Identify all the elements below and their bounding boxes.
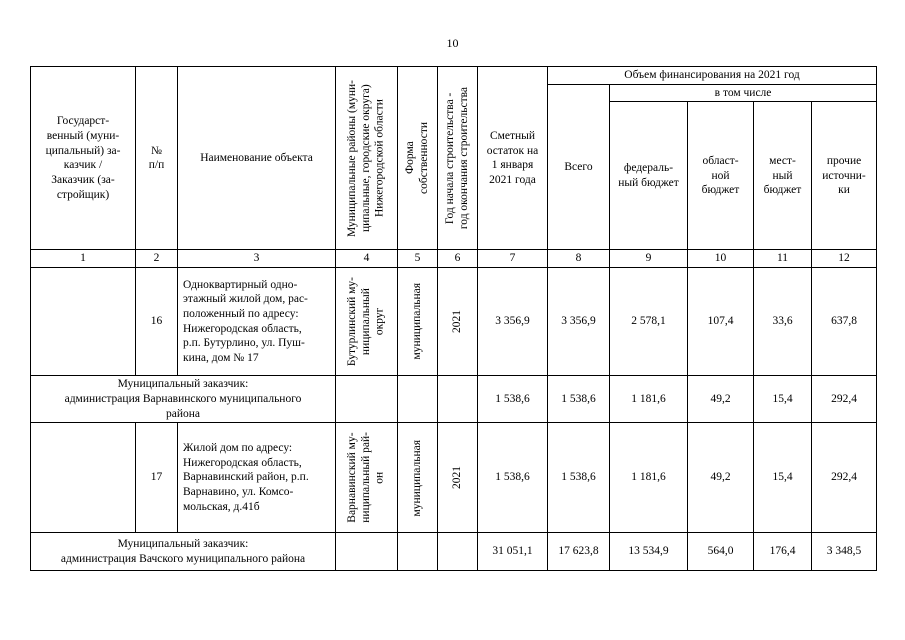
table-row — [31, 376, 877, 423]
customer-cell — [31, 423, 136, 533]
table-row — [31, 423, 877, 533]
column-number: 8 — [548, 250, 610, 268]
column-number: 7 — [478, 250, 548, 268]
regional-value: 107,4 — [688, 268, 754, 376]
regional-value: 49,2 — [688, 376, 754, 423]
header-districts-text: Муниципальные районы (муни- ципальные, городские округа) Нижегородской области — [345, 79, 386, 237]
local-value: 15,4 — [754, 423, 812, 533]
other-value: 3 348,5 — [812, 533, 877, 571]
header-including: в том числе — [610, 84, 877, 102]
header-funding-group: Объем финансирования на 2021 год — [548, 67, 877, 85]
ownership-text: муниципальная — [410, 439, 423, 517]
other-value: 292,4 — [812, 376, 877, 423]
local-value: 176,4 — [754, 533, 812, 571]
regional-value: 564,0 — [688, 533, 754, 571]
header-ownership — [398, 67, 438, 250]
district-text: Бутурлинский му- ниципальный округ — [345, 277, 386, 367]
year-text: 2021 — [450, 310, 463, 334]
column-number: 4 — [336, 250, 398, 268]
table-row — [31, 533, 877, 571]
header-ownership-text: Форма собственности — [403, 122, 430, 195]
federal-value: 1 181,6 — [610, 423, 688, 533]
row-number: 17 — [136, 423, 178, 533]
object-name: Жилой дом по адресу: Нижегородская область, Варнавинский район, р.п. Варнавино, ул. Комсо- мольская, д.41б — [178, 423, 336, 533]
district-cell — [336, 423, 398, 533]
header-districts — [336, 67, 398, 250]
local-value: 15,4 — [754, 376, 812, 423]
column-number: 2 — [136, 250, 178, 268]
customer-cell — [31, 268, 136, 376]
column-number: 6 — [438, 250, 478, 268]
column-number: 5 — [398, 250, 438, 268]
table-row — [31, 268, 877, 376]
empty-cell — [438, 533, 478, 571]
header-regional: област- ной бюджет — [688, 102, 754, 250]
empty-cell — [336, 376, 398, 423]
financing-table — [30, 66, 877, 571]
column-number: 10 — [688, 250, 754, 268]
district-text: Варнавинский му- ниципальный рай- он — [345, 432, 386, 524]
total-value: 1 538,6 — [548, 376, 610, 423]
column-number: 1 — [31, 250, 136, 268]
total-value: 17 623,8 — [548, 533, 610, 571]
balance-value: 31 051,1 — [478, 533, 548, 571]
header-local: мест- ный бюджет — [754, 102, 812, 250]
other-value: 292,4 — [812, 423, 877, 533]
total-value: 3 356,9 — [548, 268, 610, 376]
ownership-cell — [398, 268, 438, 376]
header-total: Всего — [548, 84, 610, 250]
customer-label: Муниципальный заказчик: администрация Вачского муниципального района — [31, 533, 336, 571]
customer-label: Муниципальный заказчик: администрация Варнавинского муниципального района — [31, 376, 336, 423]
column-numbers-row — [31, 250, 877, 268]
column-number: 12 — [812, 250, 877, 268]
balance-value: 1 538,6 — [478, 376, 548, 423]
header-customer: Государст- венный (муни- ципальный) за- казчик / Заказчик (за- стройщик) — [31, 67, 136, 250]
total-value: 1 538,6 — [548, 423, 610, 533]
header-years — [438, 67, 478, 250]
empty-cell — [398, 533, 438, 571]
regional-value: 49,2 — [688, 423, 754, 533]
balance-value: 3 356,9 — [478, 268, 548, 376]
header-number: № п/п — [136, 67, 178, 250]
column-number: 9 — [610, 250, 688, 268]
empty-cell — [438, 376, 478, 423]
federal-value: 2 578,1 — [610, 268, 688, 376]
row-number: 16 — [136, 268, 178, 376]
header-federal: федераль- ный бюджет — [610, 102, 688, 250]
page-number: 10 — [446, 36, 459, 50]
ownership-text: муниципальная — [410, 283, 423, 360]
balance-value: 1 538,6 — [478, 423, 548, 533]
empty-cell — [336, 533, 398, 571]
header-object-name: Наименование объекта — [178, 67, 336, 250]
header-years-text: Год начала строительства - год окончания строительства — [443, 87, 470, 230]
district-cell — [336, 268, 398, 376]
object-name: Одноквартирный одно- этажный жилой дом, рас- положенный по адресу: Нижегородская область, р.п. Бутурлино, ул. Пуш- кина, дом № 17 — [178, 268, 336, 376]
header-other: прочие источни- ки — [812, 102, 877, 250]
other-value: 637,8 — [812, 268, 877, 376]
ownership-cell — [398, 423, 438, 533]
empty-cell — [398, 376, 438, 423]
federal-value: 1 181,6 — [610, 376, 688, 423]
federal-value: 13 534,9 — [610, 533, 688, 571]
year-text: 2021 — [450, 466, 463, 490]
column-number: 11 — [754, 250, 812, 268]
column-number: 3 — [178, 250, 336, 268]
local-value: 33,6 — [754, 268, 812, 376]
year-cell — [438, 423, 478, 533]
year-cell — [438, 268, 478, 376]
header-balance: Сметный остаток на 1 января 2021 года — [478, 67, 548, 250]
